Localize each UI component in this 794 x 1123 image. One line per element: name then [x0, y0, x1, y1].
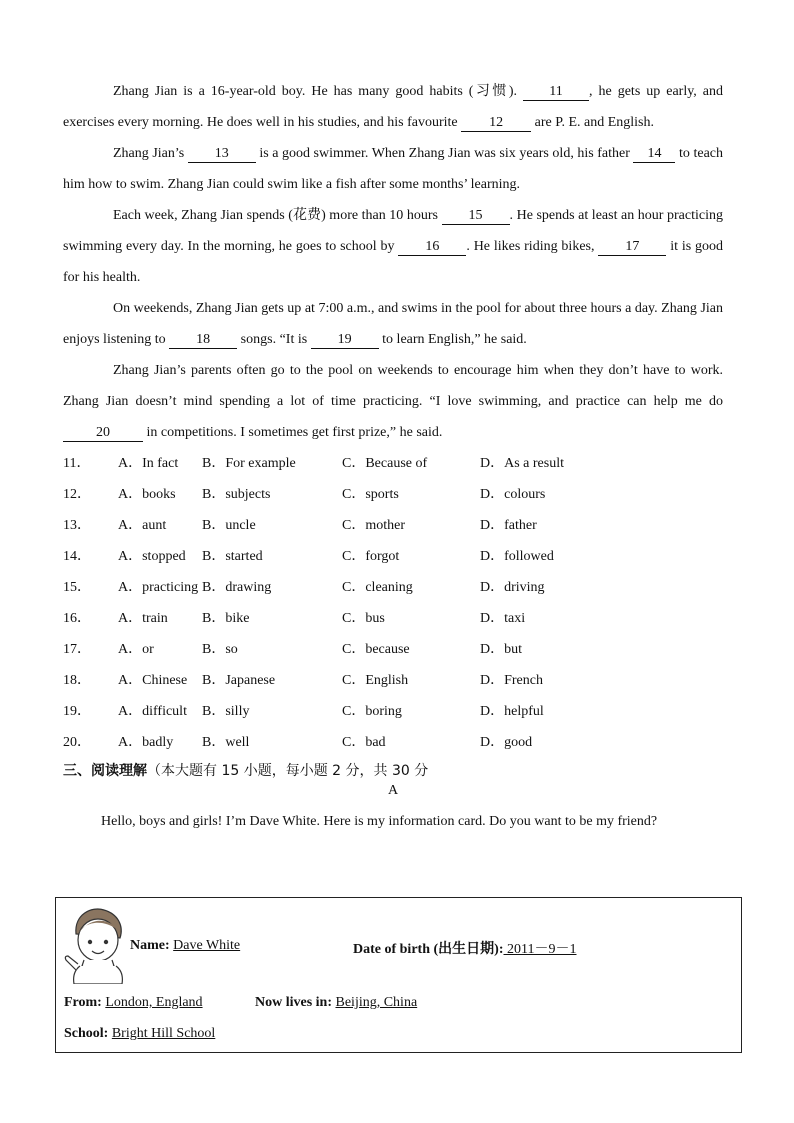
option-row-18: [63, 665, 723, 696]
school-label: School:: [64, 1026, 109, 1041]
passage-letter: A: [387, 783, 399, 798]
dob-label: Date of birth: [353, 942, 430, 957]
option-d[interactable]: D．followed: [480, 549, 554, 564]
blank-15: 15: [442, 208, 510, 225]
text: Zhang Jian’s parents often go to the pool on weekends to encourage him when they don’t have to work. Zhang Jian doesn’t mind spending a lot of time practicing. “I love swimming, and practice can help me do: [63, 363, 723, 409]
option-a[interactable]: A．aunt: [118, 518, 167, 533]
option-b[interactable]: B．well: [202, 735, 250, 750]
question-number: 20．: [63, 735, 91, 750]
section-subtitle: （本大题有 15 小题，每小题 2 分，共 30 分: [147, 763, 429, 779]
option-c[interactable]: C．bus: [342, 611, 385, 626]
option-d[interactable]: D．As a result: [480, 456, 564, 471]
section-heading: [63, 760, 723, 782]
option-row-19: [63, 696, 723, 727]
option-d[interactable]: D．driving: [480, 580, 545, 595]
blank-19: 19: [311, 332, 379, 349]
option-d[interactable]: D．father: [480, 518, 537, 533]
blank-20: 20: [63, 425, 143, 442]
question-number: 13．: [63, 518, 91, 533]
option-b[interactable]: B．silly: [202, 704, 250, 719]
option-b[interactable]: B．subjects: [202, 487, 271, 502]
options-list: [63, 448, 723, 758]
option-c[interactable]: C．sports: [342, 487, 399, 502]
question-number: 18．: [63, 673, 91, 688]
option-d[interactable]: D．helpful: [480, 704, 544, 719]
lives-row: [255, 995, 417, 1011]
option-b[interactable]: B．For example: [202, 456, 296, 471]
option-row-17: [63, 634, 723, 665]
option-a[interactable]: A．stopped: [118, 549, 186, 564]
text: , he gets up early, and exercises every morning. He does well in his studies, and his favourite: [63, 84, 723, 130]
option-d[interactable]: D．but: [480, 642, 522, 657]
option-row-16: [63, 603, 723, 634]
option-b[interactable]: B．uncle: [202, 518, 256, 533]
option-c[interactable]: C．English: [342, 673, 409, 688]
intro-paragraph: Hello, boys and girls! I’m Dave White. Here is my information card. Do you want to be my friend?: [101, 814, 658, 829]
question-number: 11．: [63, 456, 91, 471]
exam-page: [63, 76, 723, 837]
text: . He spends at least an hour practicing swimming every day. In the morning, he goes to school by: [63, 208, 723, 254]
option-c[interactable]: C．mother: [342, 518, 405, 533]
text: in competitions. I sometimes get first prize,” he said.: [143, 425, 443, 440]
option-b[interactable]: B．bike: [202, 611, 250, 626]
lives-label: Now lives in:: [255, 995, 332, 1010]
option-row-20: [63, 727, 723, 758]
text: On weekends, Zhang Jian gets up at 7:00 a.m., and swims in the pool for about three hours a day. Zhang Jian enjoys listening to: [63, 301, 723, 347]
option-b[interactable]: B．started: [202, 549, 263, 564]
name-value: Dave White: [173, 938, 241, 953]
lives-value: Beijing, China: [335, 995, 418, 1010]
option-c[interactable]: C．boring: [342, 704, 402, 719]
blank-12: 12: [461, 115, 531, 132]
name-row: [130, 938, 240, 954]
option-c[interactable]: C．Because of: [342, 456, 428, 471]
blank-17: 17: [598, 239, 666, 256]
question-number: 15．: [63, 580, 91, 595]
passage-paragraph-2: [63, 138, 723, 200]
option-c[interactable]: C．bad: [342, 735, 386, 750]
option-a[interactable]: A．train: [118, 611, 168, 626]
option-row-14: [63, 541, 723, 572]
option-c[interactable]: C．cleaning: [342, 580, 413, 595]
text: are P. E. and English.: [531, 115, 654, 130]
option-c[interactable]: C．forgot: [342, 549, 400, 564]
option-a[interactable]: A．In fact: [118, 456, 179, 471]
passage-paragraph-3: [63, 200, 723, 293]
option-a[interactable]: A．or: [118, 642, 154, 657]
school-row: [64, 1026, 215, 1042]
text: is a good swimmer. When Zhang Jian was six years old, his father: [255, 146, 634, 161]
question-number: 17．: [63, 642, 91, 657]
option-row-15: [63, 572, 723, 603]
option-d[interactable]: D．taxi: [480, 611, 526, 626]
boy-illustration-icon: [62, 904, 132, 984]
text: . He likes riding bikes,: [466, 239, 599, 254]
option-d[interactable]: D．French: [480, 673, 543, 688]
option-b[interactable]: B．drawing: [202, 580, 272, 595]
text: to learn English,” he said.: [378, 332, 527, 347]
section-title: 三、阅读理解: [63, 763, 147, 779]
name-label: Name:: [130, 938, 170, 953]
blank-18: 18: [169, 332, 237, 349]
question-number: 19．: [63, 704, 91, 719]
option-d[interactable]: D．colours: [480, 487, 546, 502]
text: Zhang Jian’s: [113, 146, 188, 161]
option-b[interactable]: B．so: [202, 642, 238, 657]
option-a[interactable]: A．badly: [118, 735, 174, 750]
option-row-12: [63, 479, 723, 510]
option-row-13: [63, 510, 723, 541]
option-a[interactable]: A．difficult: [118, 704, 187, 719]
from-value: London, England: [105, 995, 203, 1010]
question-number: 12．: [63, 487, 91, 502]
blank-11: 11: [523, 84, 589, 101]
dob-cn-label: (出生日期):: [433, 942, 504, 957]
option-c[interactable]: C．because: [342, 642, 410, 657]
text: Each week, Zhang Jian spends (花费) more than 10 hours: [113, 208, 442, 223]
passage-paragraph-4: [63, 293, 723, 355]
text: it is good for his health.: [63, 239, 723, 285]
text: songs. “It is: [237, 332, 311, 347]
dob-row: [353, 938, 576, 958]
passage-paragraph-1: [63, 76, 723, 138]
school-value: Bright Hill School: [111, 1026, 216, 1041]
question-number: 16．: [63, 611, 91, 626]
text: to teach him how to swim. Zhang Jian could swim like a fish after some months’ learning.: [63, 146, 724, 192]
passage-paragraph-5: [63, 355, 723, 448]
option-b[interactable]: B．Japanese: [202, 673, 276, 688]
option-a[interactable]: A．books: [118, 487, 176, 502]
option-a[interactable]: A．practicing: [118, 580, 199, 595]
blank-16: 16: [398, 239, 466, 256]
blank-14: 14: [633, 146, 675, 163]
blank-13: 13: [188, 146, 256, 163]
text: Zhang Jian is a 16-year-old boy. He has many good habits (习惯).: [113, 84, 524, 99]
option-row-11: [63, 448, 723, 479]
dob-value: 2011－9－1: [503, 942, 577, 957]
from-label: From:: [64, 995, 102, 1010]
information-card: [55, 897, 742, 1053]
question-number: 14．: [63, 549, 91, 564]
option-a[interactable]: A．Chinese: [118, 673, 188, 688]
from-row: [64, 995, 203, 1011]
option-d[interactable]: D．good: [480, 735, 533, 750]
